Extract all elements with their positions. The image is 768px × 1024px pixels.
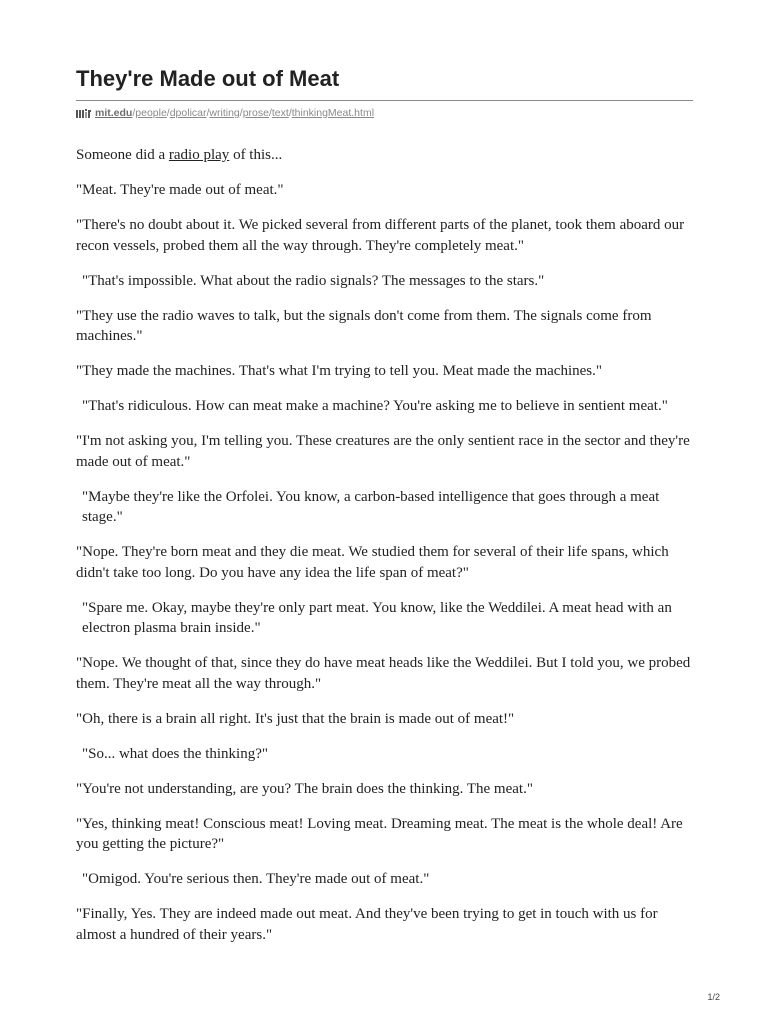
dialogue-paragraph: "I'm not asking you, I'm telling you. These creatures are the only sentient race in the sector and they're made out of meat." <box>76 433 690 470</box>
intro-paragraph: Someone did a radio play of this... <box>76 147 283 163</box>
dialogue-paragraph: "Oh, there is a brain all right. It's just that the brain is made out of meat!" <box>76 710 515 727</box>
source-domain-link[interactable]: mit.edu <box>95 107 133 119</box>
source-path-segment[interactable]: text <box>271 107 289 119</box>
dialogue-paragraph: "You're not understanding, are you? The brain does the thinking. The meat." <box>76 780 533 797</box>
story-body <box>76 145 693 960</box>
dialogue-paragraph: "That's impossible. What about the radio signals? The messages to the stars." <box>82 272 545 289</box>
dialogue-paragraph: "They use the radio waves to talk, but the signals don't come from them. The signals come from machines." <box>76 307 652 344</box>
mit-logo-icon <box>76 109 91 118</box>
dialogue-paragraph: "They made the machines. That's what I'm trying to tell you. Meat made the machines." <box>76 363 602 379</box>
source-url: mit.edu / people / dpolicar / writing / prose / text / thinkingMeat.html <box>76 107 374 119</box>
page-title: They're Made out of Meat <box>76 66 340 91</box>
source-path-segment[interactable]: prose <box>242 107 269 119</box>
dialogue-paragraph: "That's ridiculous. How can meat make a machine? You're asking me to believe in sentient meat." <box>82 398 668 414</box>
source-path-segment[interactable]: dpolicar <box>169 107 207 119</box>
dialogue-paragraph: "Nope. They're born meat and they die meat. We studied them for several of their life spans, which didn't take too long. Do you have any idea the life span of meat?" <box>76 544 669 581</box>
dialogue-paragraph: "Omigod. You're serious then. They're made out of meat." <box>82 871 430 887</box>
dialogue-paragraph: "Nope. We thought of that, since they do have meat heads like the Weddilei. But I told you, we probed them. They're meat all the way through." <box>76 655 691 692</box>
dialogue-paragraph: "Maybe they're like the Orfolei. You know, a carbon-based intelligence that goes through a meat stage." <box>82 488 660 525</box>
dialogue-paragraph: "There's no doubt about it. We picked several from different parts of the planet, took them aboard our recon vessels, probed them all the way through. They're completely meat." <box>76 217 685 254</box>
source-path-segment[interactable]: writing <box>209 107 240 119</box>
dialogue-paragraph: "Spare me. Okay, maybe they're only part meat. You know, like the Weddilei. A meat head with an electron plasma brain inside." <box>82 599 672 636</box>
dialogue-paragraphs <box>76 180 693 945</box>
source-path-segment[interactable]: thinkingMeat.html <box>291 107 375 119</box>
dialogue-paragraph: "So... what does the thinking?" <box>82 745 268 762</box>
dialogue-paragraph: "Finally, Yes. They are indeed made out meat. And they've been trying to get in touch with us for almost a hundred of their years." <box>76 906 658 943</box>
radio-play-link[interactable]: radio play <box>168 147 230 163</box>
source-path-segment[interactable]: people <box>135 107 167 119</box>
dialogue-paragraph: "Yes, thinking meat! Conscious meat! Loving meat. Dreaming meat. The meat is the whole deal! Are you getting the picture?" <box>76 815 683 852</box>
dialogue-paragraph: "Meat. They're made out of meat." <box>76 182 284 198</box>
title-divider <box>76 100 693 101</box>
page-indicator: 1/2 <box>707 992 720 1002</box>
